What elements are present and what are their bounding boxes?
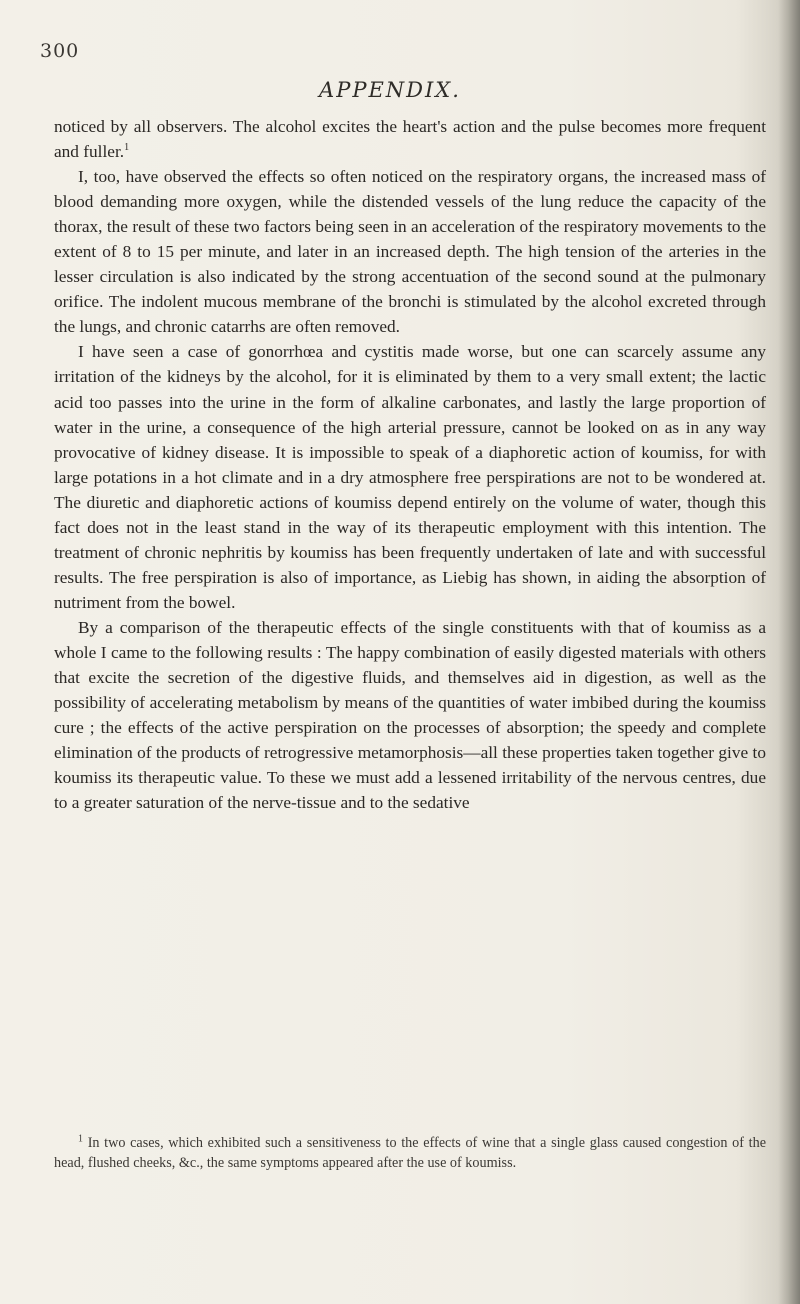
body-text — [54, 114, 766, 815]
footnote-text: In two cases, which exhibited such a sensitiveness to the effects of wine that a single glass caused congestion of the head, flushed cheeks, &c., the same symptoms appeared after the use of koumiss. — [54, 1135, 766, 1171]
footnote-reference: 1 — [124, 142, 130, 154]
paragraph-2: I, too, have observed the effects so often noticed on the respiratory organs, the increased mass of blood demanding more oxygen, while the distended vessels of the lung reduce the capacity of the thorax, the result of these two factors being seen in an acceleration of the respiratory movements to the extent of 8 to 15 per minute, and later in an increased depth. The high tension of the arteries in the lesser circulation is also indicated by the strong accentuation of the second sound at the pulmonary orifice. The indolent mucous membrane of the bronchi is stimulated by the alcohol excreted through the lungs, and chronic catarrhs are often removed. — [54, 167, 766, 337]
paragraph-4: By a comparison of the therapeutic effects of the single constituents with that of koumiss as a whole I came to the following results : The happy combination of easily digested materials with others that excite the secretion of the digestive fluids, and themselves aid in digestion, as well as the possibility of accelerating metabolism by means of the quantities of water imbibed during the koumiss cure ; the effects of the active perspiration on the processes of absorption; the speedy and complete elimination of the products of retrogressive metamorphosis—all these properties taken together give to koumiss its therapeutic value. To these we must add a lessened irritability of the nervous centres, due to a greater saturation of the nerve-tissue and to the sedative — [54, 617, 766, 813]
page-edge-shadow — [778, 0, 800, 1304]
paragraph-1 — [54, 114, 766, 164]
running-head-title: APPENDIX. — [319, 78, 461, 102]
page-number: 300 — [40, 40, 80, 62]
paragraph-3: I have seen a case of gonorrhœa and cystitis made worse, but one can scarcely assume any irritation of the kidneys by the alcohol, for it is eliminated by them to a very small extent; the lactic acid too passes into the urine in the form of alkaline carbonates, and lastly the large proportion of water in the urine, a consequence of the high arterial pressure, cannot be looked on as in any way provocative of kidney disease. It is impossible to speak of a diaphoretic action of koumiss, for with large potations in a hot climate and in a dry atmosphere free perspirations are not to be wondered at. The diuretic and diaphoretic actions of koumiss depend entirely on the volume of water, though this fact does not in the least stand in the way of its therapeutic employment with this intention. The treatment of chronic nephritis by koumiss has been frequently undertaken of late and with successful results. The free perspiration is also of importance, as Liebig has shown, in aiding the absorption of nutriment from the bowel. — [54, 342, 766, 612]
footnote-marker: 1 — [78, 1133, 83, 1145]
paragraph-1-text: noticed by all observers. The alcohol excites the heart's action and the pulse becomes more frequent and fuller. — [54, 117, 766, 162]
footnote — [54, 1134, 766, 1173]
